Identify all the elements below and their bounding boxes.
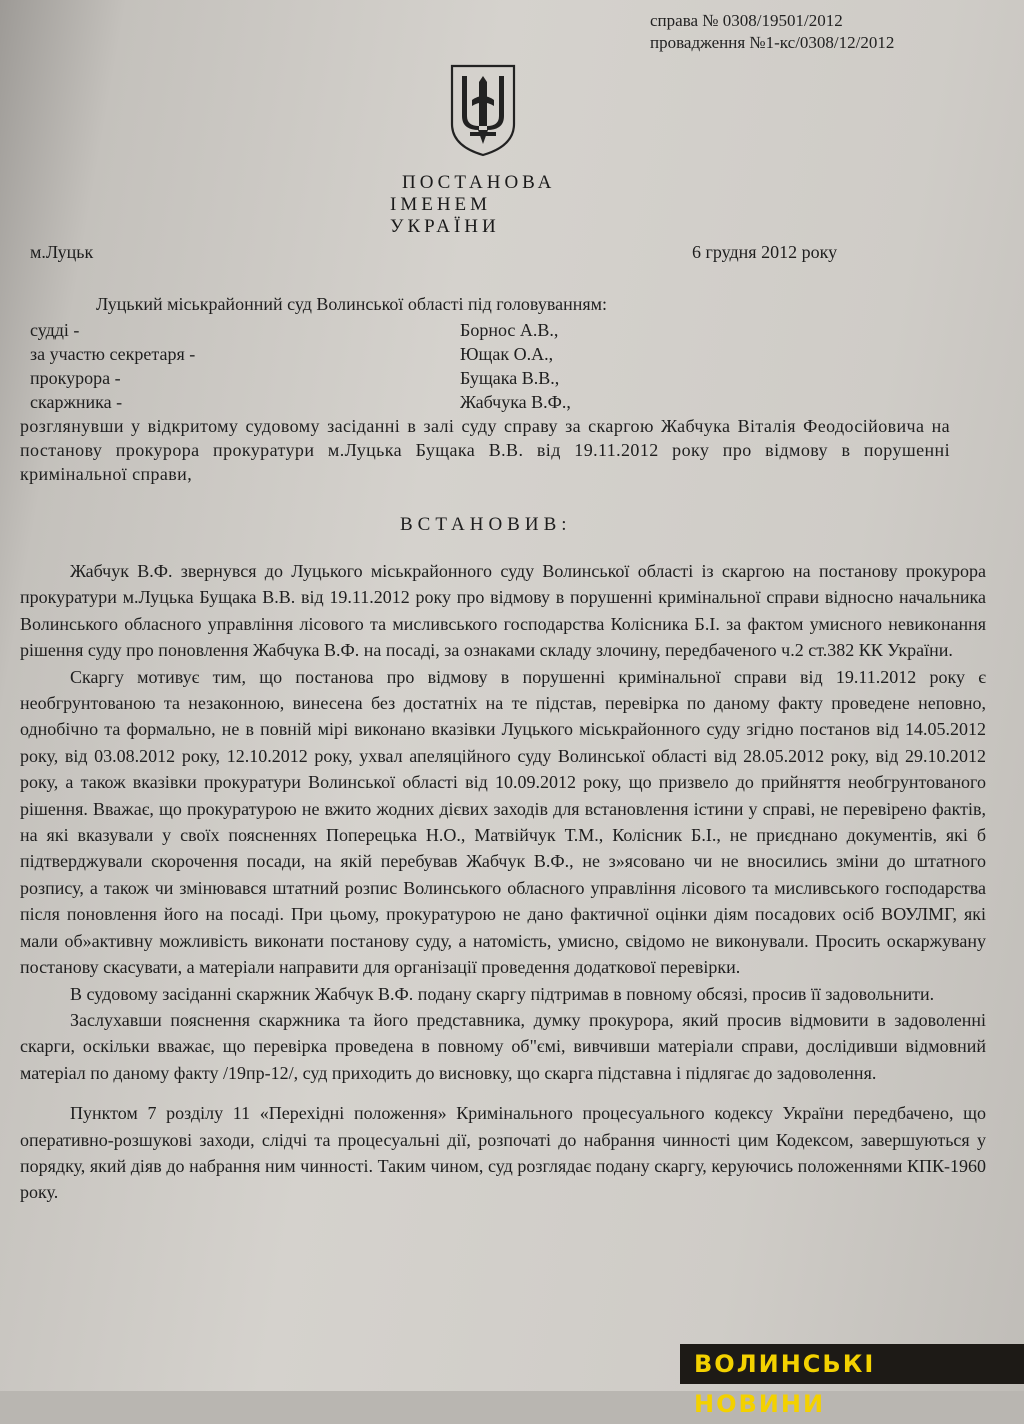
intro-paragraph: розглянувши у відкритому судовому засіданні в залі суду справу за скаргою Жабчука Віталія Феодосійовича на постанову прокурора прокуратури м.Луцька Бущака В.В. від 19.11.2012 року про відмову в порушенні кримінальної справи, — [20, 416, 950, 484]
document-city: м.Луцьк — [30, 242, 94, 262]
body-paragraph: Скаргу мотивує тим, що постанова про відмову в порушенні кримінальної справи від 19.11.2012 року є необгрунтованою та незаконною, винесена без достатніх на те підстав, перевірка по даному факту проведене неповно, однобічно та формально, не в повній мірі виконано вказівки Луцького міськрайонного суду згідно постанов від 14.05.2012 року, від 03.08.2012 року, 12.10.2012 року, ухвал апеляційного суду Волинської області від 28.05.2012 року, від 29.10.2012 року, а також вказівки прокуратури Волинської області від 10.09.2012 року, що призвело до прийняття необгрунтованого рішення. Вважає, що прокуратурою не вжито жодних дієвих заходів для встановлення істини у справі, не перевірено фактів, на які вказували у своїх поясненнях Поперецька Н.О., Матвійчук Т.М., Колісник Б.І., не приєднано документів, які б підтверджували скорочення посади, на якій перебував Жабчук В.Ф., не з»ясовано чи не вносились зміни до штатного розпису, а також чи змінювався штатний розпис Волинського обласного управління лісового та мисливського господарства після поновлення його на посаді. При цьому, прокуратурою не дано фактичної оцінки діям посадових осіб ВОУЛМГ, які мали об»активну можливість виконати постанову суду, а натомість, умисно, свідомо не виконували. Просить оскаржувану постанову скасувати, а матеріали направити для організації проведення додаткової перевірки. — [20, 666, 986, 978]
party-role: за участю секретаря - — [30, 344, 196, 364]
party-name: Жабчука В.Ф., — [460, 392, 571, 412]
document-body — [20, 558, 986, 1206]
party-row — [30, 342, 730, 366]
party-name: Борнос А.В., — [460, 320, 559, 340]
party-role: прокурора - — [30, 368, 121, 388]
document-date: 6 грудня 2012 року — [692, 242, 838, 262]
section-heading: ВСТАНОВИВ: — [400, 514, 572, 535]
party-role: скаржника - — [30, 392, 123, 412]
party-row — [30, 390, 730, 414]
body-paragraph: Пунктом 7 розділу 11 «Перехідні положення» Кримінального процесуального кодексу України передбачено, що оперативно-розшукові заходи, слідчі та процесуальні дії, розпочаті до набрання чинності цим Кодексом, завершуються у порядку, який діяв до набрання ним чинності. Таким чином, суд розглядає подану скаргу, керуючись положеннями КПК-1960 року. — [20, 1103, 986, 1203]
proceeding-number: провадження №1-кс/0308/12/2012 — [650, 33, 895, 52]
document-type: ПОСТАНОВА — [402, 172, 556, 193]
court-name: Луцький міськрайонний суд Волинської області під головуванням: — [96, 294, 608, 314]
body-paragraph: В судовому засіданні скаржник Жабчук В.Ф. подану скаргу підтримав в повному обсязі, просив її задовольнити. — [70, 983, 935, 1004]
document-subtitle: ІМЕНЕМ УКРАЇНИ — [390, 194, 500, 237]
party-row — [30, 366, 730, 390]
body-paragraph: Жабчук В.Ф. звернувся до Луцького міськрайонного суду Волинської області із скаргою на постанову прокурора прокуратури м.Луцька Бущака В.В. від 19.11.2012 року про відмову в порушенні кримінальної справи відносно начальника Волинського обласного управління лісового та мисливського господарства Колісника Б.І. за фактом умисного невиконання рішення суду про поновлення Жабчука В.Ф. на посаді, за ознаками складу злочину, передбаченого ч.2 ст.382 КК України. — [20, 561, 986, 661]
case-number: справа № 0308/19501/2012 — [650, 11, 843, 30]
document-title-block — [390, 172, 590, 238]
watermark-logo: ВОЛИНСЬКІ НОВИНИ — [680, 1344, 1024, 1384]
party-role: судді - — [30, 320, 80, 340]
tryzub-coat-of-arms-icon — [448, 62, 518, 158]
body-paragraph: Заслухавши пояснення скаржника та його представника, думку прокурора, який просив відмовити в задоволенні скарги, оскільки вважає, що перевірка проведена в повному об"ємі, вивчивши матеріали справи, дослідивши відмовний матеріал по даному факту /19пр-12/, суд приходить до висновку, що скарга підставна і підлягає до задоволення. — [20, 1009, 986, 1083]
party-name: Бущака В.В., — [460, 368, 560, 388]
party-name: Ющак О.А., — [460, 344, 554, 364]
case-header — [650, 10, 950, 54]
parties-list — [30, 318, 730, 414]
party-row — [30, 318, 730, 342]
